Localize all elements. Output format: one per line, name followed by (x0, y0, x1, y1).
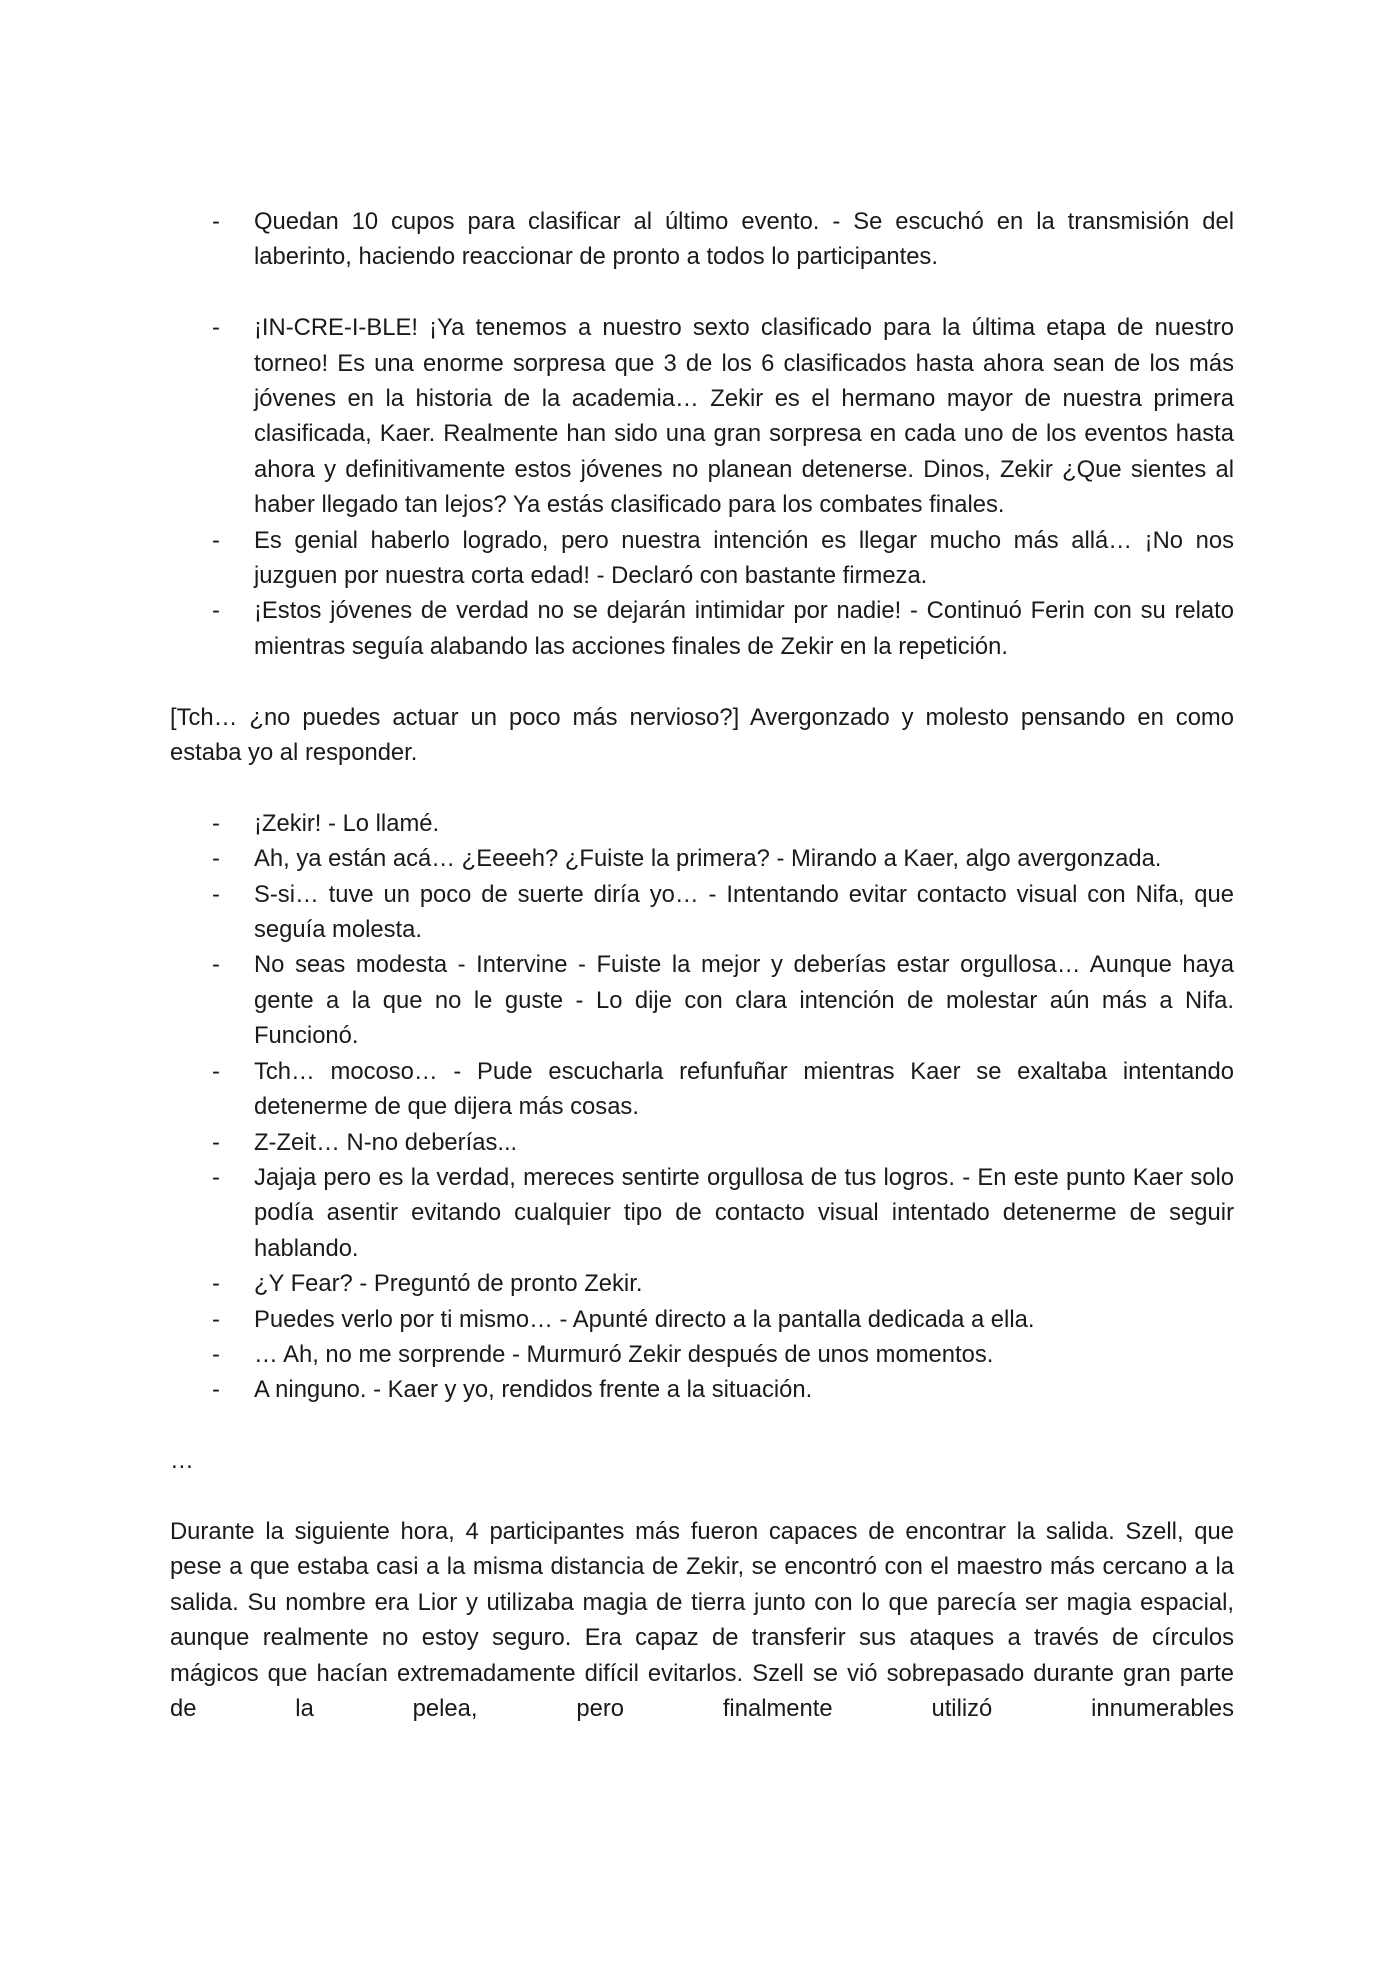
scene-break-ellipsis: … (170, 1447, 194, 1475)
dash-marker: - (212, 1376, 220, 1404)
dialogue-line (170, 593, 1234, 664)
dialogue-list-3 (170, 806, 1234, 1408)
narrative-paragraph: Durante la siguiente hora, 4 participantes más fueron capaces de encontrar la salida. Szell, que pese a que estaba casi a la misma distancia de Zekir, se encontró con el maestro más cercano a la salida. Su nombre era Lior y utilizaba magia de tierra junto con lo que parecía ser magia espacial, aunque realmente no estoy seguro. Era capaz de transferir sus ataques a través de círculos mágicos que hacían extremadamente difícil evitarlos. Szell se vió sobrepasado durante gran parte de la pelea, pero finalmente utilizó innumerables (170, 1517, 1234, 1722)
blank-line (170, 1408, 1234, 1443)
dialogue-line (170, 806, 1234, 841)
dialogue-list-1 (170, 204, 1234, 275)
dialogue-line (170, 1372, 1234, 1407)
dialogue-line (170, 1125, 1234, 1160)
dialogue-line (170, 1054, 1234, 1125)
dialogue-line (170, 204, 1234, 275)
dialogue-text: ¡Estos jóvenes de verdad no se dejarán intimidar por nadie! - Continuó Ferin con su relato mientras seguía alabando las acciones finales de Zekir en la repetición. (254, 597, 1234, 660)
dash-marker: - (212, 951, 220, 979)
dash-marker: - (212, 1270, 220, 1298)
dash-marker: - (212, 1128, 220, 1156)
blank-line (170, 275, 1234, 310)
dash-marker: - (212, 314, 220, 342)
dialogue-line (170, 1266, 1234, 1301)
dash-marker: - (212, 880, 220, 908)
dialogue-line (170, 310, 1234, 522)
document-body (170, 204, 1234, 1726)
dialogue-text: ¡IN-CRE-I-BLE! ¡Ya tenemos a nuestro sexto clasificado para la última etapa de nuestro torneo! Es una enorme sorpresa que 3 de los 6 clasificados hasta ahora sean de los más jóvenes en la historia de la academia… Zekir es el hermano mayor de nuestra primera clasificada, Kaer. Realmente han sido una gran sorpresa en cada uno de los eventos hasta ahora y definitivamente estos jóvenes no planean detenerse. Dinos, Zekir ¿Que sientes al haber llegado tan lejos? Ya estás clasificado para los combates finales. (254, 314, 1234, 519)
dash-marker: - (212, 1163, 220, 1191)
dialogue-line (170, 1160, 1234, 1266)
dash-marker: - (212, 809, 220, 837)
dialogue-text: S-si… tuve un poco de suerte diría yo… - Intentando evitar contacto visual con Nifa, que seguía molesta. (254, 880, 1234, 944)
dialogue-line (170, 1302, 1234, 1337)
dialogue-text: Quedan 10 cupos para clasificar al último evento. - Se escuchó en la transmisión del laberinto, haciendo reaccionar de pronto a todos lo participantes. (254, 208, 1234, 271)
dash-marker: - (212, 208, 220, 235)
dialogue-text: ¿Y Fear? - Preguntó de pronto Zekir. (254, 1270, 643, 1298)
dash-marker: - (212, 1340, 220, 1368)
dialogue-line (170, 947, 1234, 1053)
narrative-paragraph: [Tch… ¿no puedes actuar un poco más nervioso?] Avergonzado y molesto pensando en como estaba yo al responder. (170, 703, 1234, 767)
dialogue-line (170, 1337, 1234, 1372)
dialogue-text: A ninguno. - Kaer y yo, rendidos frente a la situación. (254, 1376, 813, 1404)
dialogue-text: No seas modesta - Intervine - Fuiste la mejor y deberías estar orgullosa… Aunque haya gente a la que no le guste - Lo dije con clara intención de molestar aún más a Nifa. Funcionó. (254, 951, 1234, 1050)
dash-marker: - (212, 845, 220, 873)
dialogue-text: … Ah, no me sorprende - Murmuró Zekir después de unos momentos. (254, 1340, 994, 1368)
dash-marker: - (212, 1057, 220, 1085)
dash-marker: - (212, 1305, 220, 1333)
blank-line (170, 770, 1234, 805)
dialogue-text: Es genial haberlo logrado, pero nuestra intención es llegar mucho más allá… ¡No nos juzguen por nuestra corta edad! - Declaró con bastante firmeza. (254, 526, 1234, 590)
dialogue-text: Jajaja pero es la verdad, mereces sentirte orgullosa de tus logros. - En este punto Kaer solo podía asentir evitando cualquier tipo de contacto visual intentado detenerme de seguir hablando. (254, 1163, 1234, 1262)
dialogue-line (170, 841, 1234, 876)
dash-marker: - (212, 597, 220, 625)
dialogue-text: Z-Zeit… N-no deberías... (254, 1128, 518, 1156)
dialogue-text: Tch… mocoso… - Pude escucharla refunfuñar mientras Kaer se exaltaba intentando detenerme de que dijera más cosas. (254, 1057, 1234, 1121)
dialogue-line (170, 523, 1234, 594)
dialogue-list-2 (170, 310, 1234, 664)
blank-line (170, 1479, 1234, 1514)
dialogue-text: Puedes verlo por ti mismo… - Apunté directo a la pantalla dedicada a ella. (254, 1305, 1035, 1333)
dialogue-line (170, 877, 1234, 948)
dialogue-text: Ah, ya están acá… ¿Eeeeh? ¿Fuiste la primera? - Mirando a Kaer, algo avergonzada. (254, 845, 1162, 873)
dialogue-text: ¡Zekir! - Lo llamé. (254, 809, 440, 837)
blank-line (170, 664, 1234, 699)
dash-marker: - (212, 526, 220, 554)
